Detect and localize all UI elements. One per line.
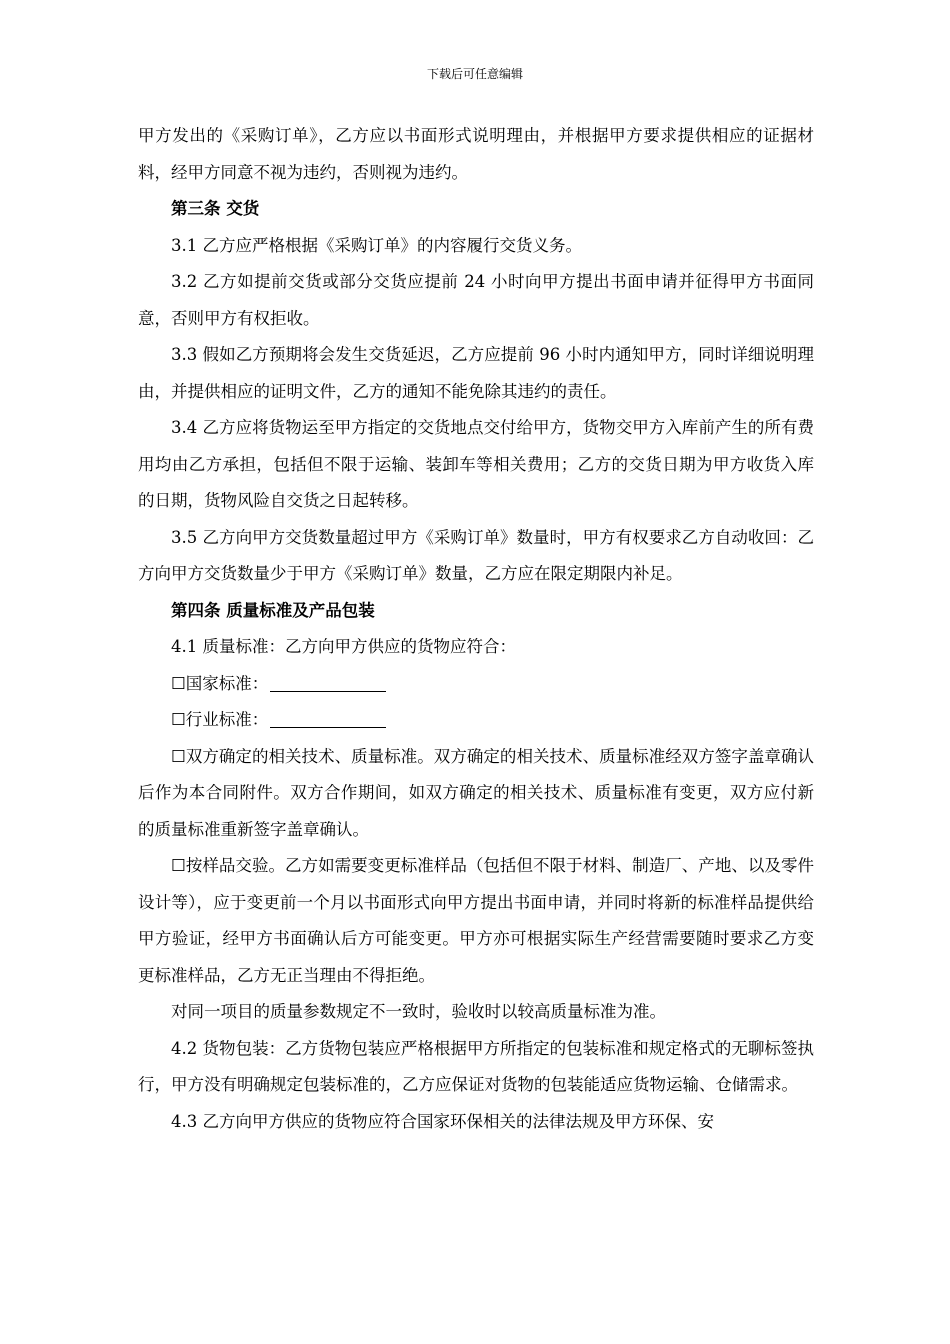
paragraph-continued: 甲方发出的《采购订单》，乙方应以书面形式说明理由，并根据甲方要求提供相应的证据材料，经甲方同意不视为违约，否则视为违约。 — [138, 126, 814, 182]
option-national-standard — [138, 666, 814, 703]
clause-3-2: 3.2 乙方如提前交货或部分交货应提前 24 小时向甲方提出书面申请并征得甲方书面同意，否则甲方有权拒收。 — [138, 272, 814, 328]
clause-3-4: 3.4 乙方应将货物运至甲方指定的交货地点交付给甲方，货物交甲方入库前产生的所有费用均由乙方承担，包括但不限于运输、装卸车等相关费用；乙方的交货日期为甲方收货入库的日期，货物风险自交货之日起转移。 — [138, 418, 814, 510]
clause-4-3: 4.3 乙方向甲方供应的货物应符合国家环保相关的法律法规及甲方环保、安 — [171, 1111, 714, 1131]
option-sample-inspection: ☐按样品交验。乙方如需要变更标准样品（包括但不限于材料、制造厂、产地、以及零件设计等），应于变更前一个月以书面形式向甲方提出书面申请，并同时将新的标准样品提供给甲方验证，经甲方书面确认后方可能变更。甲方亦可根据实际生产经营需要随时要求乙方变更标准样品，乙方无正当理由不得拒绝。 — [138, 856, 814, 985]
page-header: 下载后可任意编辑 — [426, 67, 523, 81]
clause-4-1: 4.1 质量标准：乙方向甲方供应的货物应符合： — [171, 637, 516, 656]
clause-3-5: 3.5 乙方向甲方交货数量超过甲方《采购订单》数量时，甲方有权要求乙方自动收回：乙方向甲方交货数量少于甲方《采购订单》数量，乙方应在限定期限内补足。 — [138, 527, 814, 583]
industry-standard-blank — [270, 711, 386, 729]
option-national-label: ☐国家标准： — [171, 673, 269, 693]
conflict-rule: 对同一项目的质量参数规定不一致时，验收时以较高质量标准为准。 — [171, 1002, 666, 1021]
clause-3-1: 3.1 乙方应严格根据《采购订单》的内容履行交货义务。 — [171, 235, 582, 255]
clause-4-2: 4.2 货物包装：乙方货物包装应严格根据甲方所指定的包装标准和规定格式的无聊标签执行，甲方没有明确规定包装标准的，乙方应保证对货物的包装能适应货物运输、仓储需求。 — [138, 1038, 814, 1094]
option-mutual-standard: ☐双方确定的相关技术、质量标准。双方确定的相关技术、质量标准经双方签字盖章确认后作为本合同附件。双方合作期间，如双方确定的相关技术、质量标准有变更，双方应付新的质量标准重新签字盖章确认。 — [138, 746, 814, 839]
section-heading-4: 第四条 质量标准及产品包装 — [171, 600, 375, 620]
option-industry-standard — [138, 702, 814, 739]
clause-3-3: 3.3 假如乙方预期将会发生交货延迟，乙方应提前 96 小时内通知甲方，同时详细说明理由，并提供相应的证明文件，乙方的通知不能免除其违约的责任。 — [138, 345, 814, 401]
section-heading-3: 第三条 交货 — [171, 199, 260, 218]
document-body — [138, 118, 814, 1140]
national-standard-blank — [270, 674, 386, 692]
option-industry-label: ☐行业标准： — [171, 710, 269, 729]
